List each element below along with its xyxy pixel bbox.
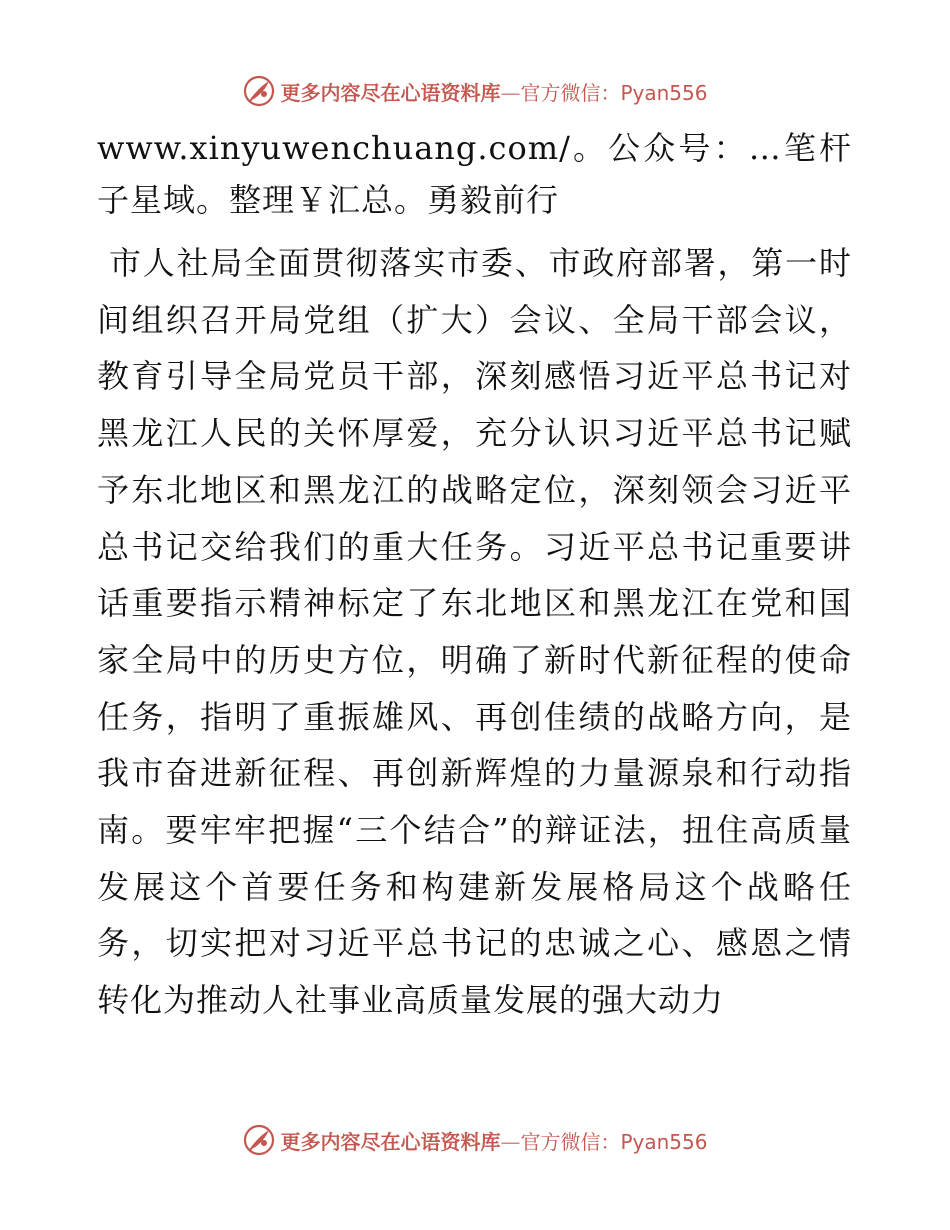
watermark-wechat: 官方微信：Pyan556 — [520, 80, 708, 105]
footer-watermark — [0, 1120, 950, 1160]
watermark-site: 更多内容尽在心语资料库 — [280, 80, 501, 105]
feather-pen-logo-icon — [242, 1123, 276, 1157]
watermark-text — [280, 77, 707, 106]
feather-pen-logo-icon — [242, 74, 276, 108]
watermark-dash: — — [500, 1129, 521, 1154]
watermark-wechat: 官方微信：Pyan556 — [520, 1129, 708, 1154]
paragraph-main: 市人社局全面贯彻落实市委、市政府部署，第一时间组织召开局党组（扩大）会议、全局干部会议，教育引导全局党员干部，深刻感悟习近平总书记对黑龙江人民的关怀厚爱，充分认识习近平总书记赋予东北地区和黑龙江的战略定位，深刻领会习近平总书记交给我们的重大任务。习近平总书记重要讲话重要指示精神标定了东北地区和黑龙江在党和国家全局中的历史方位，明确了新时代新征程的使命任务，指明了重振雄风、再创佳绩的战略方向，是我市奋进新征程、再创新辉煌的力量源泉和行动指南。要牢牢把握“三个结合”的辩证法，扭住高质量发展这个首要任务和构建新发展格局这个战略任务，切实把对习近平总书记的忠诚之心、感恩之情转化为推动人社事业高质量发展的强大动力 — [97, 244, 852, 1020]
watermark-site: 更多内容尽在心语资料库 — [280, 1129, 501, 1154]
document-body — [97, 122, 852, 1029]
paragraph-header-line: www.xinyuwenchuang.com/。公众号：…笔杆子星域。整理￥汇总。勇毅前行 — [97, 129, 852, 219]
header-watermark — [0, 71, 950, 111]
watermark-dash: — — [500, 80, 521, 105]
watermark-text — [280, 1126, 707, 1155]
